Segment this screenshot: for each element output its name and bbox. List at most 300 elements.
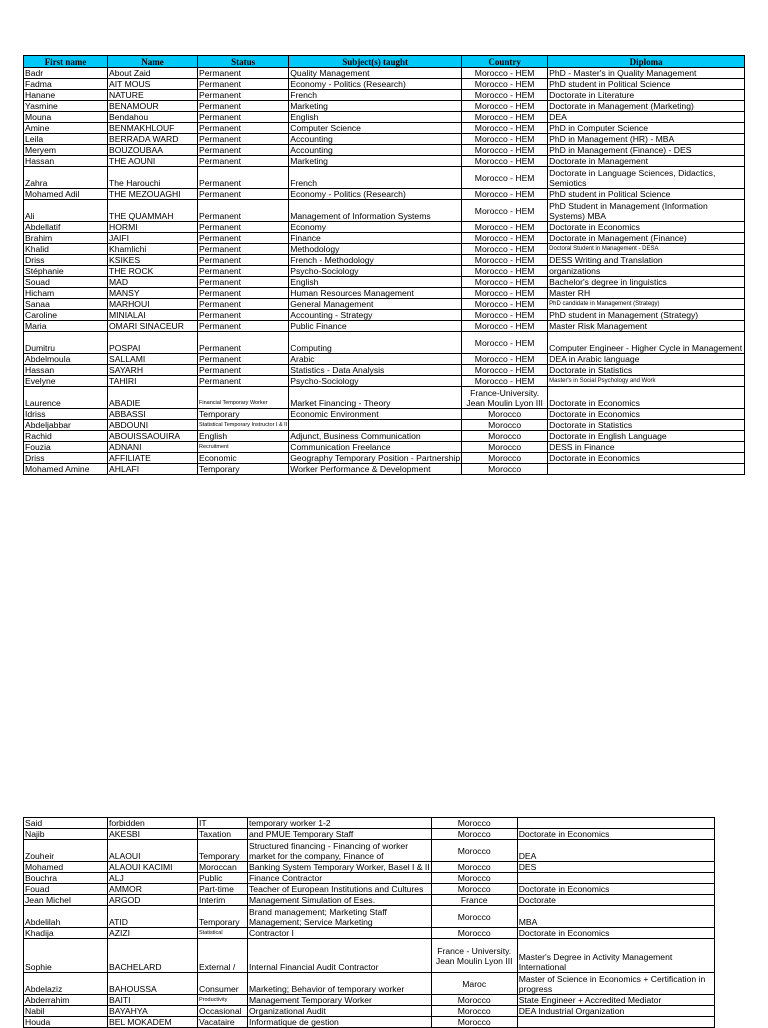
table-row	[24, 145, 745, 156]
table-row	[24, 156, 745, 167]
cell-status: Permanent	[198, 123, 289, 134]
cell-first-name: Abdelilah	[24, 906, 108, 928]
cell-first-name: Hicham	[24, 288, 108, 299]
cell-first-name: Said	[24, 818, 108, 829]
cell-first-name: Fouad	[24, 884, 108, 895]
cell-name: JAIFI	[108, 233, 198, 244]
table-row	[24, 387, 745, 409]
cell-name: The Harouchi	[108, 167, 198, 189]
header-status: Status	[198, 56, 289, 68]
cell-status: Permanent	[198, 112, 289, 123]
cell-status: Permanent	[198, 145, 289, 156]
cell-first-name: Jean Michel	[24, 895, 108, 906]
cell-diploma: Doctorate in English Language	[548, 431, 745, 442]
cell-name: THE ROCK	[108, 266, 198, 277]
cell-diploma: PhD in Management (Finance) - DES	[548, 145, 745, 156]
cell-name: Khamlichi	[108, 244, 198, 255]
cell-subjects: Organizational Audit	[248, 1006, 432, 1017]
table-row	[24, 189, 745, 200]
cell-country: Morocco	[431, 862, 517, 873]
cell-diploma: PhD - Master's in Quality Management	[548, 68, 745, 79]
cell-status: Temporary	[198, 409, 289, 420]
cell-name: BOUZOUBAA	[108, 145, 198, 156]
cell-name: ABADIE	[108, 387, 198, 409]
cell-name: OMARI SINACEUR	[108, 321, 198, 332]
cell-subjects: Accounting	[289, 134, 462, 145]
cell-diploma: Doctorate in Economics	[548, 409, 745, 420]
cell-name: BENMAKHLOUF	[108, 123, 198, 134]
cell-subjects: Accounting - Strategy	[289, 310, 462, 321]
cell-status: Permanent	[198, 189, 289, 200]
cell-name: BAITI	[108, 995, 198, 1006]
faculty-table-temporary	[23, 817, 715, 1028]
cell-first-name: Abdelmoula	[24, 354, 108, 365]
table-row	[24, 818, 715, 829]
cell-country: Morocco - HEM	[462, 277, 548, 288]
table-row	[24, 906, 715, 928]
cell-diploma: DEA	[548, 112, 745, 123]
cell-name: TAHIRI	[108, 376, 198, 387]
cell-first-name: Zouheir	[24, 840, 108, 862]
cell-diploma: Bachelor's degree in linguistics	[548, 277, 745, 288]
cell-first-name: Abdeljabbar	[24, 420, 108, 431]
table-row	[24, 332, 745, 354]
cell-subjects: Communication Freelance	[289, 442, 462, 453]
cell-diploma: Doctorate in Management	[548, 156, 745, 167]
cell-name: MAD	[108, 277, 198, 288]
cell-country: Morocco	[431, 928, 517, 939]
cell-country: Morocco - HEM	[462, 376, 548, 387]
cell-first-name: Abdelaziz	[24, 973, 108, 995]
cell-diploma: Master's Degree in Activity Management International	[517, 939, 714, 973]
cell-first-name: Yasmine	[24, 101, 108, 112]
table-row	[24, 973, 715, 995]
cell-name: ALAOUI KACIMI	[108, 862, 198, 873]
table-row	[24, 442, 745, 453]
cell-diploma: DEA Industrial Organization	[517, 1006, 714, 1017]
table-row	[24, 200, 745, 222]
cell-status: Public	[198, 873, 248, 884]
cell-country: Morocco - HEM	[462, 266, 548, 277]
cell-country: Morocco - HEM	[462, 233, 548, 244]
cell-name: NATURE	[108, 90, 198, 101]
cell-status: Permanent	[198, 321, 289, 332]
table-row	[24, 884, 715, 895]
table-row	[24, 376, 745, 387]
cell-country: Morocco	[462, 409, 548, 420]
cell-subjects: French	[289, 90, 462, 101]
cell-diploma: Doctorate in Economics	[517, 884, 714, 895]
cell-subjects: Economic Environment	[289, 409, 462, 420]
table-row	[24, 222, 745, 233]
table-row	[24, 277, 745, 288]
table-row	[24, 365, 745, 376]
cell-name: THE MEZOUAGHI	[108, 189, 198, 200]
cell-subjects: Management Simulation of Eses.	[248, 895, 432, 906]
cell-first-name: Stéphanie	[24, 266, 108, 277]
cell-diploma: Doctorate in Economics	[548, 387, 745, 409]
cell-country: Morocco - HEM	[462, 365, 548, 376]
cell-diploma: PhD candidate in Management (Strategy)	[548, 299, 745, 310]
cell-status: Part-time	[198, 884, 248, 895]
cell-status: Permanent	[198, 233, 289, 244]
cell-diploma: Doctorate in Statistics	[548, 365, 745, 376]
table-row	[24, 939, 715, 973]
cell-status: Permanent	[198, 299, 289, 310]
cell-name: ABOUISSAOUIRA	[108, 431, 198, 442]
cell-diploma: Doctorate in Economics	[517, 829, 714, 840]
cell-name: AZIZI	[108, 928, 198, 939]
cell-subjects: Brand management; Marketing Staff Management; Service Marketing	[248, 906, 432, 928]
table-row	[24, 266, 745, 277]
cell-country: Morocco - HEM	[462, 288, 548, 299]
cell-subjects: Market Financing - Theory	[289, 387, 462, 409]
cell-country: France - University. Jean Moulin Lyon III	[431, 939, 517, 973]
cell-diploma: DEA	[517, 840, 714, 862]
cell-subjects: Arabic	[289, 354, 462, 365]
cell-diploma: Master Risk Management	[548, 321, 745, 332]
cell-subjects: Human Resources Management	[289, 288, 462, 299]
cell-first-name: Mohamed Adil	[24, 189, 108, 200]
cell-country: Morocco - HEM	[462, 310, 548, 321]
cell-country: France-University. Jean Moulin Lyon III	[462, 387, 548, 409]
cell-diploma: DESS Writing and Translation	[548, 255, 745, 266]
cell-status: Productivity	[198, 995, 248, 1006]
cell-diploma	[517, 873, 714, 884]
cell-name: BENAMOUR	[108, 101, 198, 112]
cell-first-name: Dumitru	[24, 332, 108, 354]
cell-diploma: MBA	[517, 906, 714, 928]
cell-status: IT	[198, 818, 248, 829]
cell-first-name: Ali	[24, 200, 108, 222]
cell-diploma: Doctorate in Statistics	[548, 420, 745, 431]
cell-status: Permanent	[198, 376, 289, 387]
cell-country: Morocco - HEM	[462, 112, 548, 123]
cell-subjects: English	[289, 277, 462, 288]
cell-country: Morocco	[431, 1006, 517, 1017]
cell-name: HORMI	[108, 222, 198, 233]
cell-country: Morocco	[431, 995, 517, 1006]
cell-diploma: PhD student in Management (Strategy)	[548, 310, 745, 321]
cell-status: Occasional	[198, 1006, 248, 1017]
cell-subjects: Finance Contractor	[248, 873, 432, 884]
cell-subjects: French	[289, 167, 462, 189]
cell-name: AFFILIATE	[108, 453, 198, 464]
cell-subjects: Psycho-Sociology	[289, 266, 462, 277]
cell-diploma: DEA in Arabic language	[548, 354, 745, 365]
table-header-row	[24, 56, 745, 68]
cell-first-name: Khadija	[24, 928, 108, 939]
cell-first-name: Fouzia	[24, 442, 108, 453]
cell-first-name: Abdellatif	[24, 222, 108, 233]
table-row	[24, 928, 715, 939]
cell-first-name: Khalid	[24, 244, 108, 255]
cell-status: Permanent	[198, 255, 289, 266]
cell-first-name: Souad	[24, 277, 108, 288]
cell-first-name: Nabil	[24, 1006, 108, 1017]
cell-subjects: Statistics - Data Analysis	[289, 365, 462, 376]
cell-name: BERRADA WARD	[108, 134, 198, 145]
cell-first-name: Meryem	[24, 145, 108, 156]
cell-name: ATID	[108, 906, 198, 928]
cell-first-name: Abderrahim	[24, 995, 108, 1006]
table-row	[24, 255, 745, 266]
cell-name: POSPAI	[108, 332, 198, 354]
cell-status: Permanent	[198, 354, 289, 365]
cell-first-name: Sanaa	[24, 299, 108, 310]
cell-name: ABBASSI	[108, 409, 198, 420]
cell-first-name: Rachid	[24, 431, 108, 442]
cell-status: Moroccan	[198, 862, 248, 873]
cell-status: Permanent	[198, 200, 289, 222]
cell-status: Permanent	[198, 288, 289, 299]
cell-name: ADNANI	[108, 442, 198, 453]
cell-name: BACHELARD	[108, 939, 198, 973]
cell-subjects: Methodology	[289, 244, 462, 255]
cell-country: Morocco	[431, 818, 517, 829]
cell-status: Permanent	[198, 79, 289, 90]
table-row	[24, 840, 715, 862]
cell-country: Morocco - HEM	[462, 244, 548, 255]
cell-diploma	[517, 818, 714, 829]
cell-country: Morocco - HEM	[462, 222, 548, 233]
cell-status: Economic	[198, 453, 289, 464]
cell-status: Permanent	[198, 90, 289, 101]
cell-subjects: Worker Performance & Development	[289, 464, 462, 475]
cell-first-name: Fadma	[24, 79, 108, 90]
cell-diploma: Doctorate in Management (Marketing)	[548, 101, 745, 112]
table-row	[24, 420, 745, 431]
cell-first-name: Zahra	[24, 167, 108, 189]
cell-country: Morocco	[431, 1017, 517, 1028]
header-country: Country	[462, 56, 548, 68]
cell-subjects: Adjunct, Business Communication	[289, 431, 462, 442]
cell-status: Financial Temporary Worker	[198, 387, 289, 409]
table-row	[24, 1006, 715, 1017]
cell-subjects: Economy	[289, 222, 462, 233]
cell-name: Bendahou	[108, 112, 198, 123]
cell-diploma: Computer Engineer - Higher Cycle in Management	[548, 332, 745, 354]
table-row	[24, 453, 745, 464]
cell-subjects: Accounting	[289, 145, 462, 156]
cell-status: Statistical	[198, 928, 248, 939]
cell-subjects: Marketing; Behavior of temporary worker	[248, 973, 432, 995]
cell-diploma: State Engineer + Accredited Mediator	[517, 995, 714, 1006]
cell-status: Statistical Temporary Instructor I & II	[198, 420, 289, 431]
cell-country: Morocco	[431, 840, 517, 862]
cell-status: Consumer	[198, 973, 248, 995]
cell-diploma: Doctorate in Literature	[548, 90, 745, 101]
cell-status: Permanent	[198, 244, 289, 255]
faculty-table-permanent	[23, 55, 745, 475]
table-row	[24, 862, 715, 873]
cell-diploma: organizations	[548, 266, 745, 277]
cell-country: Morocco - HEM	[462, 200, 548, 222]
cell-subjects: Public Finance	[289, 321, 462, 332]
table-row	[24, 244, 745, 255]
cell-subjects: Teacher of European Institutions and Cultures	[248, 884, 432, 895]
cell-name: THE QUAMMAH	[108, 200, 198, 222]
cell-country: Morocco	[462, 464, 548, 475]
cell-status: Interim	[198, 895, 248, 906]
cell-country: Morocco - HEM	[462, 101, 548, 112]
cell-name: SALLAMI	[108, 354, 198, 365]
cell-first-name: Hassan	[24, 365, 108, 376]
cell-status: English	[198, 431, 289, 442]
cell-diploma: Master's in Social Psychology and Work	[548, 376, 745, 387]
cell-country: Morocco - HEM	[462, 189, 548, 200]
table-row	[24, 895, 715, 906]
cell-name: THE AOUNI	[108, 156, 198, 167]
table-row	[24, 101, 745, 112]
cell-name: AKESBI	[108, 829, 198, 840]
cell-diploma: PhD student in Political Science	[548, 79, 745, 90]
cell-name: MARHOUI	[108, 299, 198, 310]
table-row	[24, 310, 745, 321]
table-row	[24, 233, 745, 244]
cell-diploma: Master of Science in Economics + Certification in progress	[517, 973, 714, 995]
cell-country: Morocco	[462, 431, 548, 442]
cell-country: Morocco	[462, 420, 548, 431]
cell-first-name: Hassan	[24, 156, 108, 167]
cell-name: AHLAFI	[108, 464, 198, 475]
table-row	[24, 123, 745, 134]
cell-subjects: Marketing	[289, 101, 462, 112]
cell-diploma	[517, 1017, 714, 1028]
cell-country: Morocco	[462, 453, 548, 464]
cell-first-name: Laurence	[24, 387, 108, 409]
cell-first-name: Driss	[24, 453, 108, 464]
cell-country: Morocco - HEM	[462, 255, 548, 266]
cell-country: Morocco	[431, 829, 517, 840]
cell-first-name: Caroline	[24, 310, 108, 321]
cell-country: Morocco - HEM	[462, 299, 548, 310]
header-first-name: First name	[24, 56, 108, 68]
cell-first-name: Idriss	[24, 409, 108, 420]
table-row	[24, 1017, 715, 1028]
cell-status: Vacataire	[198, 1017, 248, 1028]
cell-first-name: Hanane	[24, 90, 108, 101]
cell-subjects: Psycho-Sociology	[289, 376, 462, 387]
cell-subjects: Economy - Politics (Research)	[289, 189, 462, 200]
cell-name: About Zaid	[108, 68, 198, 79]
cell-diploma: PhD in Management (HR) - MBA	[548, 134, 745, 145]
cell-subjects: Finance	[289, 233, 462, 244]
cell-diploma: DESS in Finance	[548, 442, 745, 453]
cell-diploma	[548, 464, 745, 475]
table-row	[24, 90, 745, 101]
table-row	[24, 79, 745, 90]
cell-status: Temporary	[198, 840, 248, 862]
cell-name: ALAOUI	[108, 840, 198, 862]
cell-first-name: Bouchra	[24, 873, 108, 884]
cell-subjects: Computing	[289, 332, 462, 354]
cell-status: Permanent	[198, 365, 289, 376]
cell-status: Permanent	[198, 101, 289, 112]
cell-country: Morocco	[431, 884, 517, 895]
cell-name: ALJ	[108, 873, 198, 884]
cell-country: Morocco	[462, 442, 548, 453]
table-row	[24, 68, 745, 79]
cell-country: Morocco	[431, 873, 517, 884]
cell-country: Morocco - HEM	[462, 134, 548, 145]
cell-name: KSIKES	[108, 255, 198, 266]
table-row	[24, 464, 745, 475]
cell-country: Morocco - HEM	[462, 90, 548, 101]
cell-first-name: Badr	[24, 68, 108, 79]
cell-name: BAHOUSSA	[108, 973, 198, 995]
cell-subjects: Structured financing - Financing of worker market for the company, Finance of	[248, 840, 432, 862]
cell-country: Morocco - HEM	[462, 68, 548, 79]
cell-country: Morocco - HEM	[462, 321, 548, 332]
cell-subjects: Marketing	[289, 156, 462, 167]
cell-subjects: French - Methodology	[289, 255, 462, 266]
cell-subjects: Internal Financial Audit Contractor	[248, 939, 432, 973]
table-row	[24, 134, 745, 145]
cell-subjects: Management of Information Systems	[289, 200, 462, 222]
table-row	[24, 288, 745, 299]
cell-country: Morocco - HEM	[462, 79, 548, 90]
cell-subjects: Computer Science	[289, 123, 462, 134]
table-row	[24, 995, 715, 1006]
cell-subjects: and PMUE Temporary Staff	[248, 829, 432, 840]
cell-diploma: PhD in Computer Science	[548, 123, 745, 134]
cell-diploma: Doctorate in Economics	[548, 222, 745, 233]
cell-country: Maroc	[431, 973, 517, 995]
cell-diploma: PhD student in Political Science	[548, 189, 745, 200]
cell-status: Permanent	[198, 68, 289, 79]
cell-diploma: Doctorate in Economics	[517, 928, 714, 939]
cell-subjects: Contractor I	[248, 928, 432, 939]
cell-status: External /	[198, 939, 248, 973]
cell-diploma: DES	[517, 862, 714, 873]
cell-subjects: Informatique de gestion	[248, 1017, 432, 1028]
cell-first-name: Brahim	[24, 233, 108, 244]
cell-country: France	[431, 895, 517, 906]
cell-status: Temporary	[198, 464, 289, 475]
table-row	[24, 112, 745, 123]
table-row	[24, 409, 745, 420]
cell-diploma: Doctorate in Economics	[548, 453, 745, 464]
cell-status: Permanent	[198, 332, 289, 354]
cell-first-name: Sophie	[24, 939, 108, 973]
cell-first-name: Mouna	[24, 112, 108, 123]
header-subjects: Subject(s) taught	[289, 56, 462, 68]
cell-diploma: Doctorate	[517, 895, 714, 906]
cell-name: AMMOR	[108, 884, 198, 895]
cell-country: Morocco - HEM	[462, 156, 548, 167]
cell-first-name: Najib	[24, 829, 108, 840]
cell-status: Taxation	[198, 829, 248, 840]
cell-name: MINIALAI	[108, 310, 198, 321]
cell-status: Recruitment	[198, 442, 289, 453]
cell-status: Permanent	[198, 277, 289, 288]
cell-name: SAYARH	[108, 365, 198, 376]
cell-country: Morocco - HEM	[462, 167, 548, 189]
cell-status: Permanent	[198, 266, 289, 277]
cell-name: AIT MOUS	[108, 79, 198, 90]
cell-subjects: Geography Temporary Position - Partnership	[290, 453, 461, 463]
cell-name: MANSY	[108, 288, 198, 299]
cell-diploma: Doctorate in Management (Finance)	[548, 233, 745, 244]
cell-subjects: General Management	[289, 299, 462, 310]
table-row	[24, 431, 745, 442]
cell-first-name: Driss	[24, 255, 108, 266]
table-row	[24, 873, 715, 884]
cell-subjects: Economy - Politics (Research)	[289, 79, 462, 90]
cell-first-name: Evelyne	[24, 376, 108, 387]
table-row	[24, 354, 745, 365]
